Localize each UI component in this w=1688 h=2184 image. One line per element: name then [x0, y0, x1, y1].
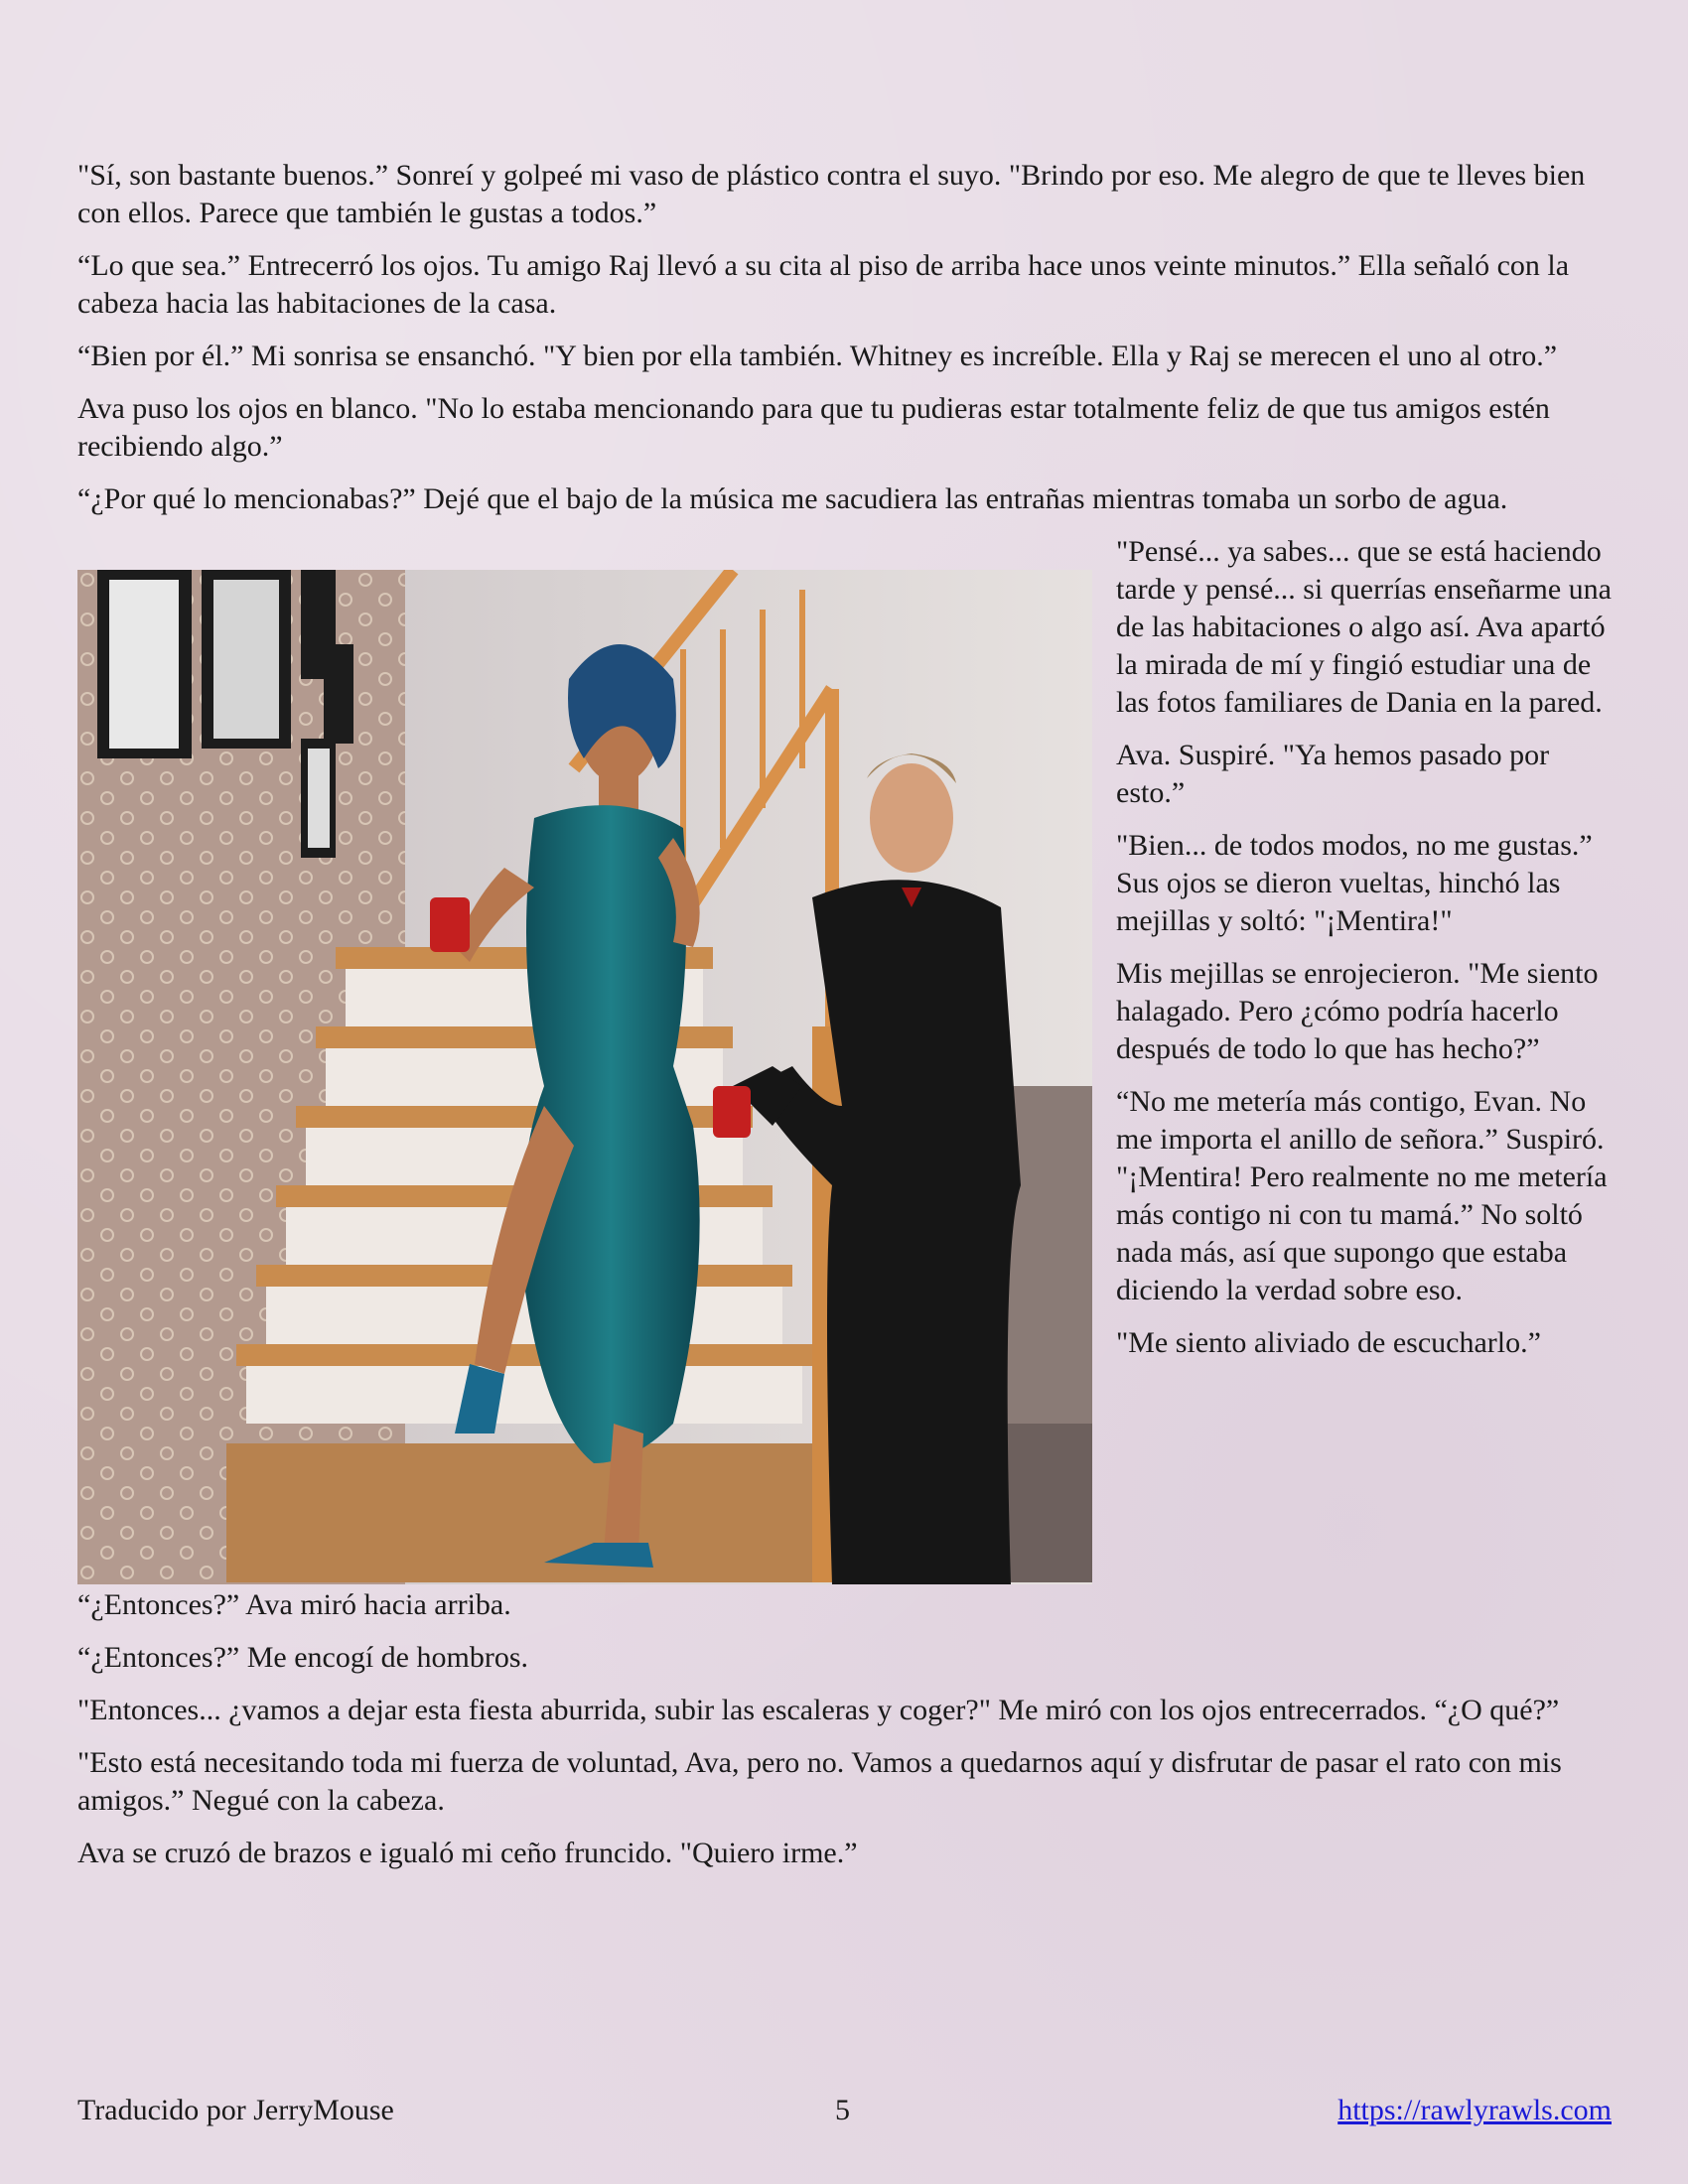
paragraph: “¿Entonces?” Me encogí de hombros.	[77, 1641, 528, 1674]
illustration-svg	[77, 570, 1092, 1584]
side-text	[1116, 533, 1612, 1377]
paragraph: Ava se cruzó de brazos e igualó mi ceño fruncido. "Quiero irme.”	[77, 1837, 858, 1869]
paragraph: Ava. Suspiré. "Ya hemos pasado por esto.”	[1116, 739, 1550, 809]
website-link[interactable]: https://rawlyrawls.com	[1337, 2094, 1612, 2126]
paragraph: “¿Por qué lo mencionabas?” Dejé que el bajo de la música me sacudiera las entrañas mientras tomaba un sorbo de agua.	[77, 482, 1508, 515]
paragraph: "Entonces... ¿vamos a dejar esta fiesta aburrida, subir las escaleras y coger?" Me miró con los ojos entrecerrados. “¿O qué?”	[77, 1694, 1560, 1726]
paragraph: "Sí, son bastante buenos.” Sonreí y golpeé mi vaso de plástico contra el suyo. "Brindo por eso. Me alegro de que te lleves bien con ellos. Parece que también le gustas a todos.”	[77, 159, 1586, 229]
paragraph: “No me metería más contigo, Evan. No me importa el anillo de señora.” Suspiró. "¡Mentira! Pero realmente no me metería más contigo ni con tu mamá.” No soltó nada más, así que supongo que estaba diciendo la verdad sobre eso.	[1116, 1085, 1608, 1306]
illustrated-section	[77, 533, 1612, 1584]
top-text	[77, 157, 1612, 518]
page-number: 5	[835, 2094, 850, 2126]
paragraph: “Lo que sea.” Entrecerró los ojos. Tu amigo Raj llevó a su cita al piso de arriba hace unos veinte minutos.” Ella señaló con la cabeza hacia las habitaciones de la casa.	[77, 249, 1570, 320]
paragraph: "Pensé... ya sabes... que se está haciendo tarde y pensé... si querrías enseñarme una de las habitaciones o algo así. Ava apartó la mirada de mí y fingió estudiar una de las fotos familiares de Dania en la pared.	[1116, 535, 1612, 719]
paragraph: “¿Entonces?” Ava miró hacia arriba.	[77, 1588, 511, 1621]
translator-credit: Traducido por JerryMouse	[77, 2094, 394, 2126]
page-footer	[77, 2092, 1612, 2131]
paragraph: Ava puso los ojos en blanco. "No lo estaba mencionando para que tu pudieras estar totalmente feliz de que tus amigos estén recibiendo algo.”	[77, 392, 1550, 463]
bottom-text	[77, 1586, 1612, 1872]
paragraph: Mis mejillas se enrojecieron. "Me siento halagado. Pero ¿cómo podría hacerlo después de todo lo que has hecho?”	[1116, 957, 1599, 1065]
page-content	[77, 157, 1612, 1887]
staircase-illustration	[77, 570, 1092, 1584]
paragraph: "Esto está necesitando toda mi fuerza de voluntad, Ava, pero no. Vamos a quedarnos aquí y disfrutar de pasar el rato con mis amigos.” Negué con la cabeza.	[77, 1746, 1562, 1817]
paragraph: "Bien... de todos modos, no me gustas.” Sus ojos se dieron vueltas, hinchó las mejillas y soltó: "¡Mentira!"	[1116, 829, 1593, 937]
paragraph: "Me siento aliviado de escucharlo.”	[1116, 1326, 1541, 1359]
paragraph: “Bien por él.” Mi sonrisa se ensanchó. "Y bien por ella también. Whitney es increíble. Ella y Raj se merecen el uno al otro.”	[77, 340, 1558, 372]
